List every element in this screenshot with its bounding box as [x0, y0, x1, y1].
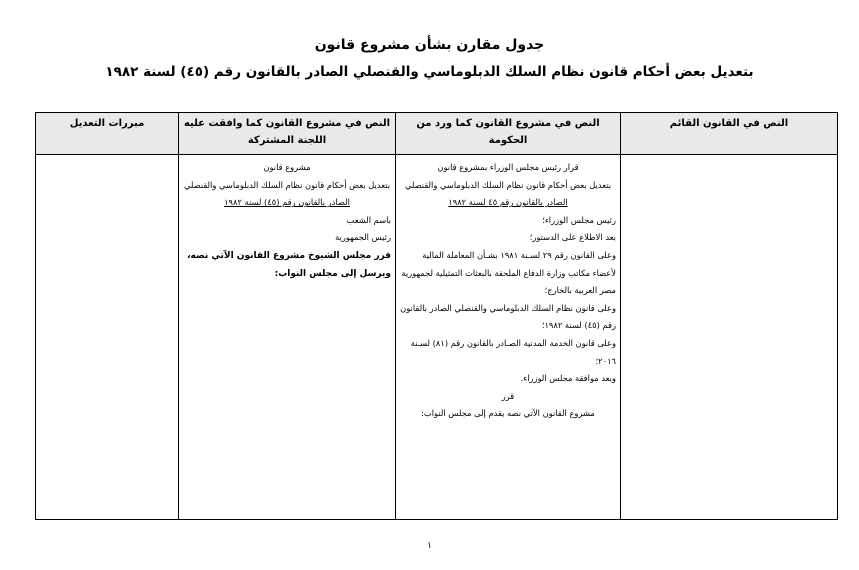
gov-submission-line: مشروع القانون الآتي نصه يقدم إلى مجلس النواب: — [421, 408, 595, 419]
gov-bill-law-ref: الصادر بالقانون رقم ٤٥ لسنة ١٩٨٢ — [448, 197, 568, 208]
com-bill-heading: مشروع قانون — [263, 162, 311, 172]
com-senate-decision: قرر مجلس الشيوخ مشروع القانون الآتي نصه، ويرسل إلى مجلس النواب: — [187, 250, 391, 279]
cell-current-law — [621, 155, 838, 520]
header-justification: مبررات التعديل — [36, 113, 179, 155]
table-header-row — [36, 113, 838, 155]
com-people-line: باسم الشعب — [346, 214, 391, 225]
com-president-line: رئيس الجمهورية — [335, 232, 391, 243]
gov-law-29-line: وعلى القانون رقم ٢٩ لسـنة ١٩٨١ بشـأن المعاملة المالية لأعضاء مكاتب وزارة الدفاع الملحقة بالبعثات التمثيلية لجمهورية مصر العربية بالخارج؛ — [401, 249, 616, 296]
table-row — [36, 155, 838, 520]
gov-cabinet-approval: وبعد موافقة مجلس الوزراء. — [520, 373, 616, 384]
header-government-text: النص في مشروع القانون كما ورد من الحكومة — [396, 113, 621, 155]
gov-decree-line: قرار رئيس مجلس الوزراء بمشروع قانون — [437, 162, 579, 172]
cell-committee-text — [179, 155, 396, 520]
comparison-table — [35, 112, 838, 520]
gov-pm-line: رئيس مجلس الوزراء؛ — [542, 214, 616, 225]
gov-decided: قرر — [501, 390, 515, 401]
com-bill-law-ref: الصادر بالقانون رقم (٤٥) لسنة ١٩٨٢ — [224, 197, 350, 208]
gov-bill-title: بتعديل بعض أحكام قانون نظام السلك الدبلوماسي والقنصلي — [404, 179, 612, 190]
document-title: جدول مقارن بشأن مشروع قانون — [314, 37, 545, 53]
gov-law-81-line: وعلى قانون الخدمة المدنية الصـادر بالقانون رقم (٨١) لسـنة ٢٠١٦؛ — [410, 337, 616, 366]
com-bill-title: بتعديل بعض أحكام قانون نظام السلك الدبلوماسي والقنصلي — [183, 179, 391, 190]
gov-law-45-line: وعلى قانون نظام السلك الدبلوماسي والقنصلي الصادر بالقانون رقم (٤٥) لسنة ١٩٨٢؛ — [400, 302, 616, 331]
cell-justification — [36, 155, 179, 520]
header-current-law: النص في القانون القائم — [621, 113, 838, 155]
header-committee-text: النص في مشروع القانون كما وافقت عليه اللجنة المشتركة — [179, 113, 396, 155]
gov-constitution-line: بعد الاطلاع على الدستور؛ — [529, 232, 616, 243]
document-subtitle: بتعديل بعض أحكام قانون نظام السلك الدبلوماسي والقنصلي الصادر بالقانون رقم (٤٥) لسنة ١٩٨٢ — [105, 64, 754, 80]
cell-government-text — [396, 155, 621, 520]
page-number: ١ — [427, 541, 432, 551]
